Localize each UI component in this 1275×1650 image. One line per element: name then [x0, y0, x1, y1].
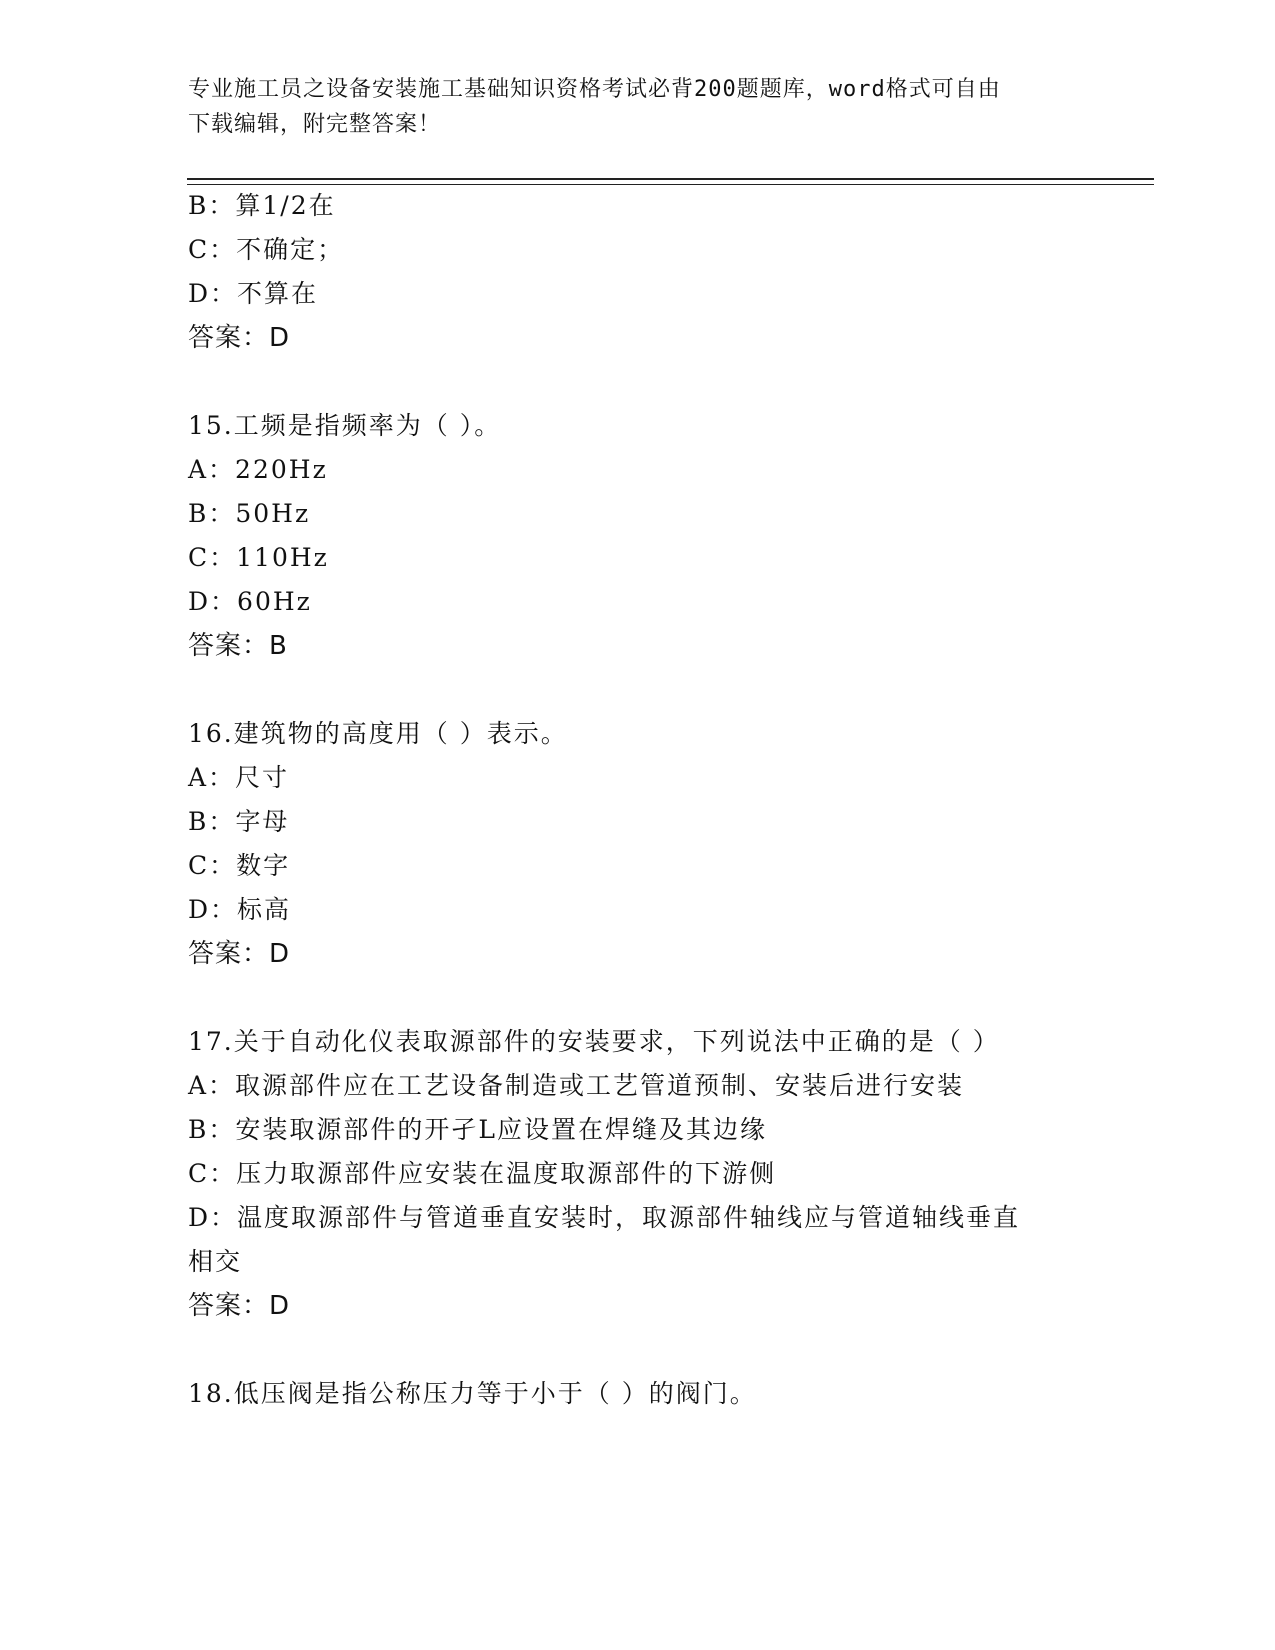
document-header [188, 72, 1068, 142]
q15-stem: 15.工频是指频率为（ ）。 [188, 411, 502, 440]
q16-option-b: B：字母 [188, 807, 290, 836]
q17-option-c: C：压力取源部件应安装在温度取源部件的下游侧 [188, 1159, 777, 1188]
q15-answer: 答案：B [188, 631, 288, 661]
header-line-1: 专业施工员之设备安装施工基础知识资格考试必背200题题库，word格式可自由 [188, 77, 1001, 102]
q16-option-a: A：尺寸 [188, 763, 290, 792]
q17-option-a: A：取源部件应在工艺设备制造或工艺管道预制、安装后进行安装 [188, 1071, 965, 1100]
q18-stem: 18.低压阀是指公称压力等于小于（ ）的阀门。 [188, 1379, 757, 1408]
q17-answer: 答案：D [188, 1291, 291, 1321]
header-divider-thick [187, 178, 1154, 180]
q14-option-d: D：不算在 [188, 279, 319, 308]
q17-option-d-continued: 相交 [188, 1247, 243, 1276]
q17-option-b: B：安装取源部件的开孑L应设置在焊缝及其边缘 [188, 1115, 767, 1144]
q17-stem: 17.关于自动化仪表取源部件的安装要求，下列说法中正确的是（ ） [188, 1027, 1000, 1056]
q15-option-b: B：50Hz [188, 499, 311, 528]
q16-option-c: C：数字 [188, 851, 291, 880]
q14-option-c: C：不确定； [188, 235, 345, 264]
header-divider-thin [187, 184, 1154, 185]
q14-answer: 答案：D [188, 323, 291, 353]
q15-option-a: A：220Hz [188, 455, 328, 484]
q16-answer: 答案：D [188, 939, 291, 969]
q14-option-b: B：算1/2在 [188, 191, 336, 220]
q16-option-d: D：标高 [188, 895, 292, 924]
q15-option-d: D：60Hz [188, 587, 312, 616]
header-line-2: 下载编辑，附完整答案！ [188, 112, 442, 137]
q15-option-c: C：110Hz [188, 543, 329, 572]
q17-option-d: D：温度取源部件与管道垂直安装时，取源部件轴线应与管道轴线垂直 [188, 1203, 1021, 1232]
q16-stem: 16.建筑物的高度用（ ）表示。 [188, 719, 568, 748]
